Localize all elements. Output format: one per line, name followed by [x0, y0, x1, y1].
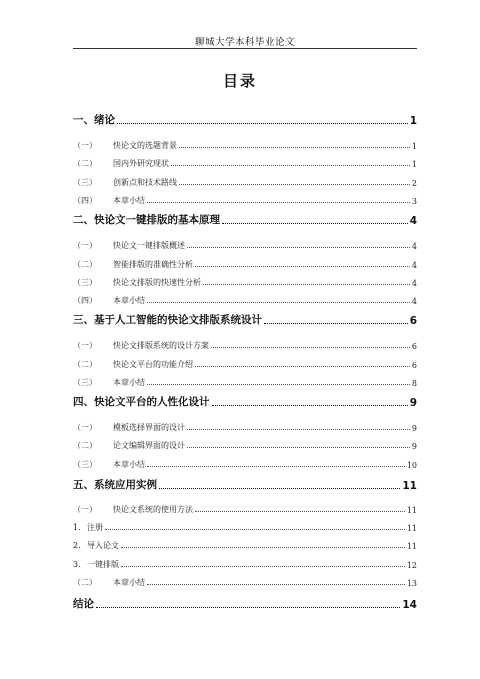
- toc-page-number: 11: [402, 480, 417, 492]
- toc-entry-number: （一）: [73, 141, 97, 150]
- dot-leader: [121, 566, 405, 567]
- toc-entry-label: [73, 377, 145, 388]
- header-rule: [73, 48, 417, 49]
- toc-entry-label: [73, 540, 119, 551]
- toc-entry-text: 导入论文: [87, 541, 119, 550]
- toc-entry-label: [73, 177, 177, 188]
- dot-leader: [117, 123, 408, 124]
- toc-entry-label: 二、快论文一键排版的基本原理: [73, 214, 220, 226]
- toc-entry-label: [73, 259, 193, 270]
- toc-page-number: 8: [411, 379, 417, 388]
- toc-chapter-entry[interactable]: [73, 478, 417, 492]
- toc-page-number: 1: [409, 115, 417, 127]
- toc-chapter-entry[interactable]: [73, 597, 417, 611]
- toc-entry-text: 本章小结: [113, 378, 145, 387]
- toc-entry-text: 智能排版的准确性分析: [113, 260, 193, 269]
- toc-entry-number: （四）: [73, 296, 97, 305]
- toc-entry-number: 1.: [73, 523, 81, 532]
- dot-leader: [195, 511, 405, 512]
- dot-leader: [147, 466, 405, 467]
- toc-entry-text: 本章小结: [113, 578, 145, 587]
- toc-page-number: 4: [409, 215, 417, 227]
- toc-page-number: 13: [406, 579, 417, 588]
- toc-page-number: 6: [411, 361, 417, 370]
- dot-leader: [222, 223, 408, 224]
- toc-section-entry[interactable]: [73, 537, 417, 551]
- toc-page-number: 4: [411, 242, 417, 251]
- dot-leader: [195, 366, 410, 367]
- toc-page-number: 4: [411, 297, 417, 306]
- toc-entry-label: [73, 240, 185, 251]
- dot-leader: [195, 266, 410, 267]
- toc-chapter-entry[interactable]: [73, 213, 417, 227]
- toc-section-entry[interactable]: [73, 137, 417, 151]
- toc-entry-number: （三）: [73, 178, 97, 187]
- toc-entry-number: （一）: [73, 505, 97, 514]
- dot-leader: [179, 147, 410, 148]
- toc-section-entry[interactable]: [73, 174, 417, 188]
- toc-entry-number: 3.: [73, 560, 81, 569]
- toc-entry-label: 四、快论文平台的人性化设计: [73, 396, 210, 408]
- toc-entry-number: （一）: [73, 241, 97, 250]
- dot-leader: [159, 488, 400, 489]
- toc-entry-text: 快论文的选题背景: [113, 141, 177, 150]
- toc-entry-text: 创新点和技术路线: [113, 178, 177, 187]
- toc-section-entry[interactable]: [73, 556, 417, 570]
- toc-entry-number: 2.: [73, 541, 81, 550]
- toc-page-number: 6: [409, 315, 417, 327]
- dot-leader: [203, 284, 410, 285]
- toc-entry-label: 结论: [73, 598, 94, 610]
- toc-page-number: 9: [411, 424, 417, 433]
- dot-leader: [121, 547, 405, 548]
- page-title: 目录: [222, 72, 257, 90]
- toc-page-number: 3: [411, 197, 417, 206]
- dot-leader: [212, 405, 408, 406]
- toc-entry-label: [73, 277, 201, 288]
- toc-chapter-entry[interactable]: [73, 113, 417, 127]
- toc-entry-text: 一键排版: [87, 560, 119, 569]
- toc-section-entry[interactable]: [73, 356, 417, 370]
- dot-leader: [179, 184, 410, 185]
- toc-page-number: 9: [409, 397, 417, 409]
- toc-page-number: 12: [406, 561, 417, 570]
- toc-section-entry[interactable]: [73, 574, 417, 588]
- toc-entry-text: 本章小结: [113, 460, 145, 469]
- toc-page-number: 1: [411, 160, 417, 169]
- toc-page-number: 11: [406, 506, 417, 515]
- toc-entry-text: 快论文排版系统的设计方案: [113, 341, 209, 350]
- toc-entry-label: [73, 195, 145, 206]
- toc-entry-label: [73, 459, 145, 470]
- toc-chapter-entry[interactable]: [73, 313, 417, 327]
- dot-leader: [147, 202, 410, 203]
- toc-section-entry[interactable]: [73, 237, 417, 251]
- toc-entry-number: （二）: [73, 441, 97, 450]
- toc-entry-text: 本章小结: [113, 296, 145, 305]
- toc-section-entry[interactable]: [73, 501, 417, 515]
- toc-entry-label: [73, 522, 103, 533]
- toc-page-number: 2: [411, 179, 417, 188]
- toc-entry-text: 模板选择界面的设计: [113, 423, 185, 432]
- toc-section-entry[interactable]: [73, 274, 417, 288]
- toc-entry-label: 三、基于人工智能的快论文排版系统设计: [73, 314, 262, 326]
- dot-leader: [147, 302, 410, 303]
- toc-page-number: 11: [406, 524, 417, 533]
- toc-entry-number: （三）: [73, 378, 97, 387]
- toc-entry-label: 五、系统应用实例: [73, 479, 157, 491]
- toc-entry-number: （三）: [73, 460, 97, 469]
- toc-section-entry[interactable]: [73, 437, 417, 451]
- toc-page-number: 4: [411, 261, 417, 270]
- toc-page-number: 11: [406, 542, 417, 551]
- toc-entry-text: 国内外研究现状: [113, 159, 169, 168]
- toc-entry-number: （四）: [73, 196, 97, 205]
- toc-page-number: 1: [411, 142, 417, 151]
- toc-entry-text: 快论文一键排版概述: [113, 241, 185, 250]
- toc-entry-text: 快论文排版的快速性分析: [113, 278, 201, 287]
- toc-entry-text: 注册: [87, 523, 103, 532]
- dot-leader: [147, 384, 410, 385]
- toc-section-entry[interactable]: [73, 292, 417, 306]
- dot-leader: [147, 584, 405, 585]
- toc-entry-text: 快论文系统的使用方法: [113, 505, 193, 514]
- toc-page-number: 4: [411, 279, 417, 288]
- toc-entry-number: （三）: [73, 278, 97, 287]
- toc-entry-number: （二）: [73, 159, 97, 168]
- toc-entry-label: [73, 440, 185, 451]
- toc-section-entry[interactable]: [73, 419, 417, 433]
- toc-section-entry[interactable]: [73, 256, 417, 270]
- dot-leader: [187, 247, 410, 248]
- toc-page-number: 10: [406, 461, 417, 470]
- toc-entry-number: （一）: [73, 423, 97, 432]
- toc-section-entry[interactable]: [73, 374, 417, 388]
- toc-entry-number: （二）: [73, 360, 97, 369]
- dot-leader: [187, 447, 410, 448]
- toc-section-entry[interactable]: [73, 337, 417, 351]
- toc-entry-number: （二）: [73, 260, 97, 269]
- dot-leader: [187, 429, 410, 430]
- toc-entry-label: 一、绪论: [73, 114, 115, 126]
- toc-page-number: 6: [411, 342, 417, 351]
- dot-leader: [211, 347, 410, 348]
- toc-entry-number: （二）: [73, 578, 97, 587]
- toc-entry-label: [73, 340, 209, 351]
- dot-leader: [105, 529, 405, 530]
- toc-entry-text: 论文编辑界面的设计: [113, 441, 185, 450]
- toc-entry-text: 快论文平台的功能介绍: [113, 360, 193, 369]
- toc-section-entry[interactable]: [73, 519, 417, 533]
- toc-entry-label: [73, 559, 119, 570]
- toc-entry-label: [73, 158, 169, 169]
- toc-section-entry[interactable]: [73, 192, 417, 206]
- toc-page-number: 14: [402, 599, 417, 611]
- dot-leader: [264, 323, 408, 324]
- dot-leader: [96, 607, 400, 608]
- toc-entry-label: [73, 504, 193, 515]
- dot-leader: [171, 165, 410, 166]
- page-header: 聊城大学本科毕业论文: [194, 37, 295, 48]
- toc-entry-label: [73, 140, 177, 151]
- toc-entry-text: 本章小结: [113, 196, 145, 205]
- toc-section-entry[interactable]: [73, 456, 417, 470]
- toc-page-number: 9: [411, 442, 417, 451]
- toc-entry-label: [73, 359, 193, 370]
- toc-entry-label: [73, 577, 145, 588]
- toc-entry-label: [73, 295, 145, 306]
- toc-section-entry[interactable]: [73, 155, 417, 169]
- toc-chapter-entry[interactable]: [73, 395, 417, 409]
- toc-entry-label: [73, 422, 185, 433]
- toc-entry-number: （一）: [73, 341, 97, 350]
